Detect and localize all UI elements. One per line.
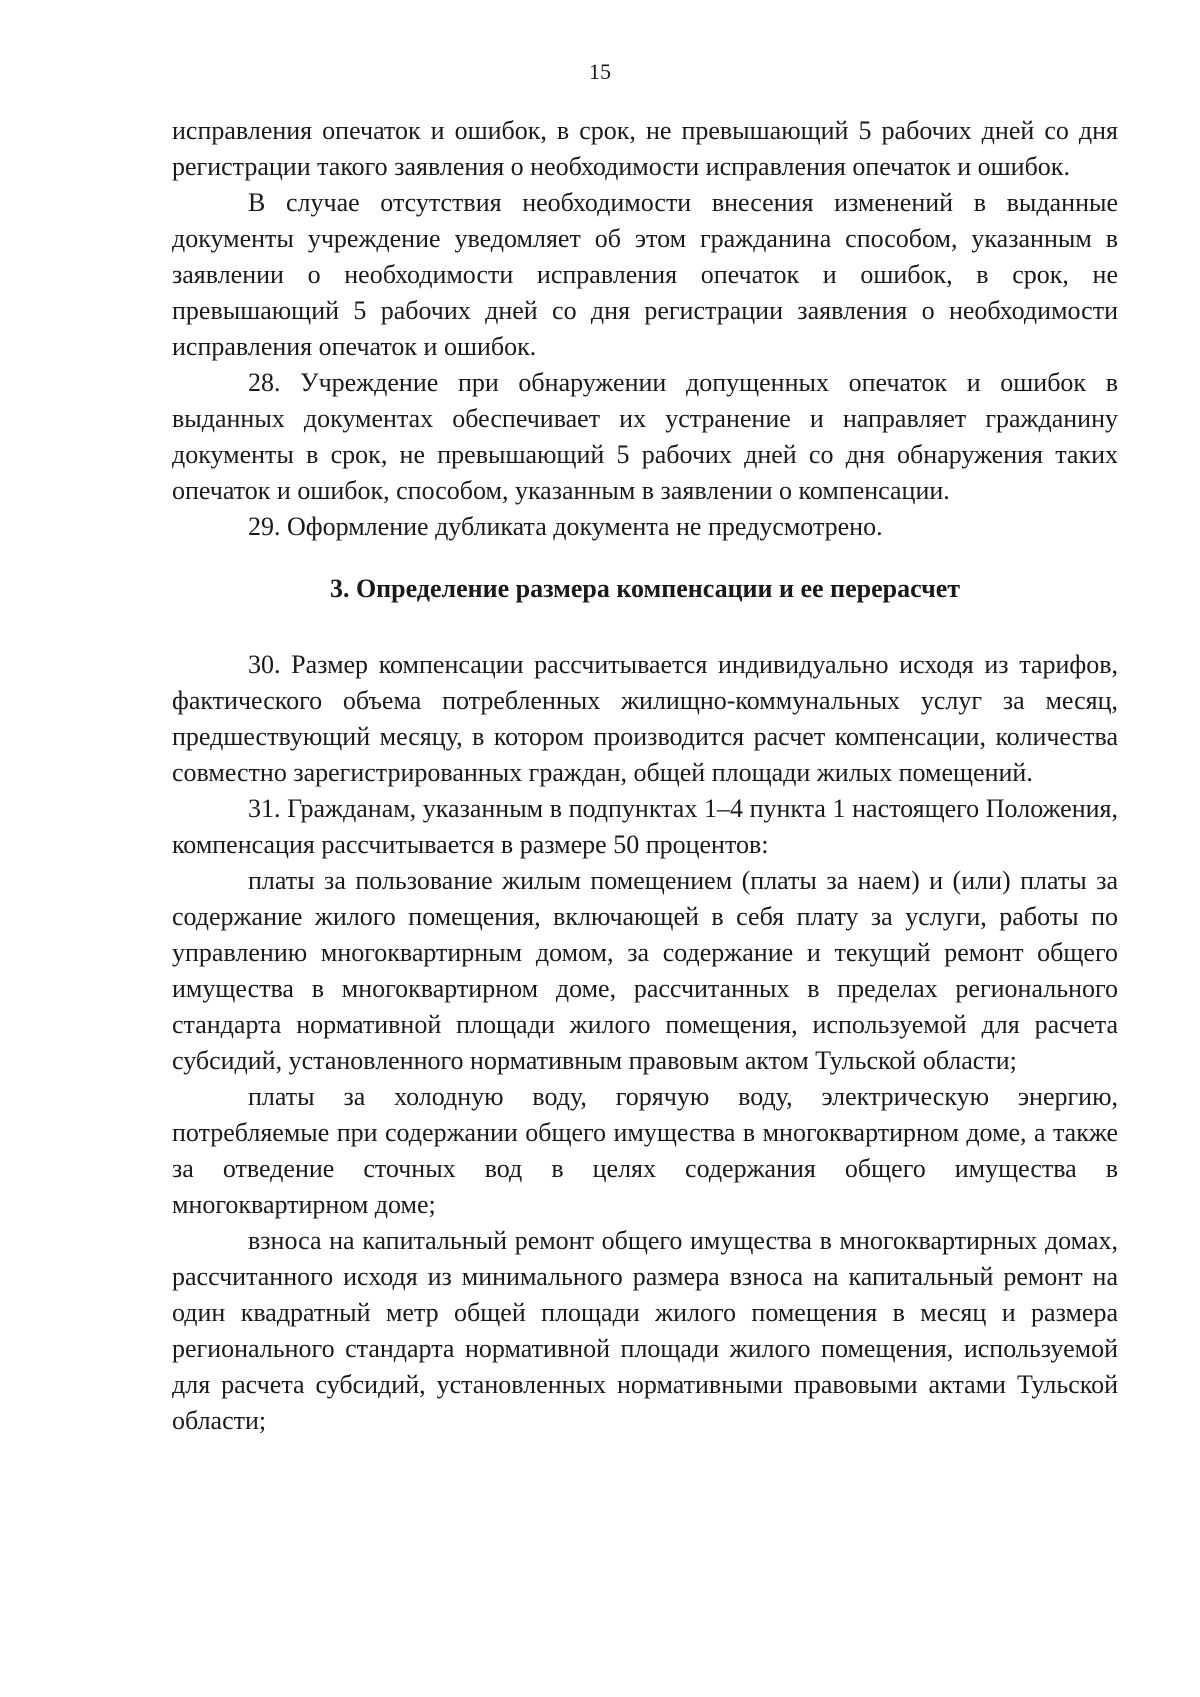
- list-item-housing-payment: платы за пользование жилым помещением (платы за наем) и (или) платы за содержание жилого помещения, включающей в себя плату за услуги, работы по управлению многоквартирным домом, за содержание и текущий ремонт общего имущества в многоквартирном доме, рассчитанных в пределах регионального стандарта нормативной площади жилого помещения, используемой для расчета субсидий, установленного нормативным правовым актом Тульской области;: [172, 866, 1118, 1075]
- paragraph-no-changes-notice: В случае отсутствия необходимости внесения изменений в выданные документы учреждение уведомляет об этом гражданина способом, указанным в заявлении о необходимости исправления опечаток и ошибок, в срок, не превышающий 5 рабочих дней со дня регистрации заявления о необходимости исправления опечаток и ошибок.: [172, 188, 1118, 361]
- paragraph-continuation: исправления опечаток и ошибок, в срок, не превышающий 5 рабочих дней со дня регистрации такого заявления о необходимости исправления опечаток и ошибок.: [172, 116, 1118, 181]
- page-number: 15: [589, 59, 611, 84]
- paragraph-item-29: 29. Оформление дубликата документа не предусмотрено.: [248, 512, 883, 541]
- list-item-capital-repair: взноса на капитальный ремонт общего имущества в многоквартирных домах, рассчитанного исходя из минимального размера взноса на капитальный ремонт на один квадратный метр общей площади жилого помещения в месяц и размера регионального стандарта нормативной площади жилого помещения, используемой для расчета субсидий, установленных нормативными правовыми актами Тульской области;: [172, 1226, 1118, 1435]
- list-item-utilities-payment: платы за холодную воду, горячую воду, электрическую энергию, потребляемые при содержании общего имущества в многоквартирном доме, а также за отведение сточных вод в целях содержания общего имущества в многоквартирном доме;: [172, 1082, 1118, 1219]
- paragraph-item-30: 30. Размер компенсации рассчитывается индивидуально исходя из тарифов, фактического объема потребленных жилищно-коммунальных услуг за месяц, предшествующий месяцу, в котором производится расчет компенсации, количества совместно зарегистрированных граждан, общей площади жилых помещений.: [172, 650, 1118, 787]
- section-heading: 3. Определение размера компенсации и ее перерасчет: [329, 574, 961, 603]
- paragraph-item-31: 31. Гражданам, указанным в подпунктах 1–4 пункта 1 настоящего Положения, компенсация рассчитывается в размере 50 процентов:: [172, 794, 1118, 859]
- document-body: [172, 113, 1118, 1439]
- paragraph-item-28: 28. Учреждение при обнаружении допущенных опечаток и ошибок в выданных документах обеспечивает их устранение и направляет гражданину документы в срок, не превышающий 5 рабочих дней со дня обнаружения таких опечаток и ошибок, способом, указанным в заявлении о компенсации.: [172, 368, 1118, 505]
